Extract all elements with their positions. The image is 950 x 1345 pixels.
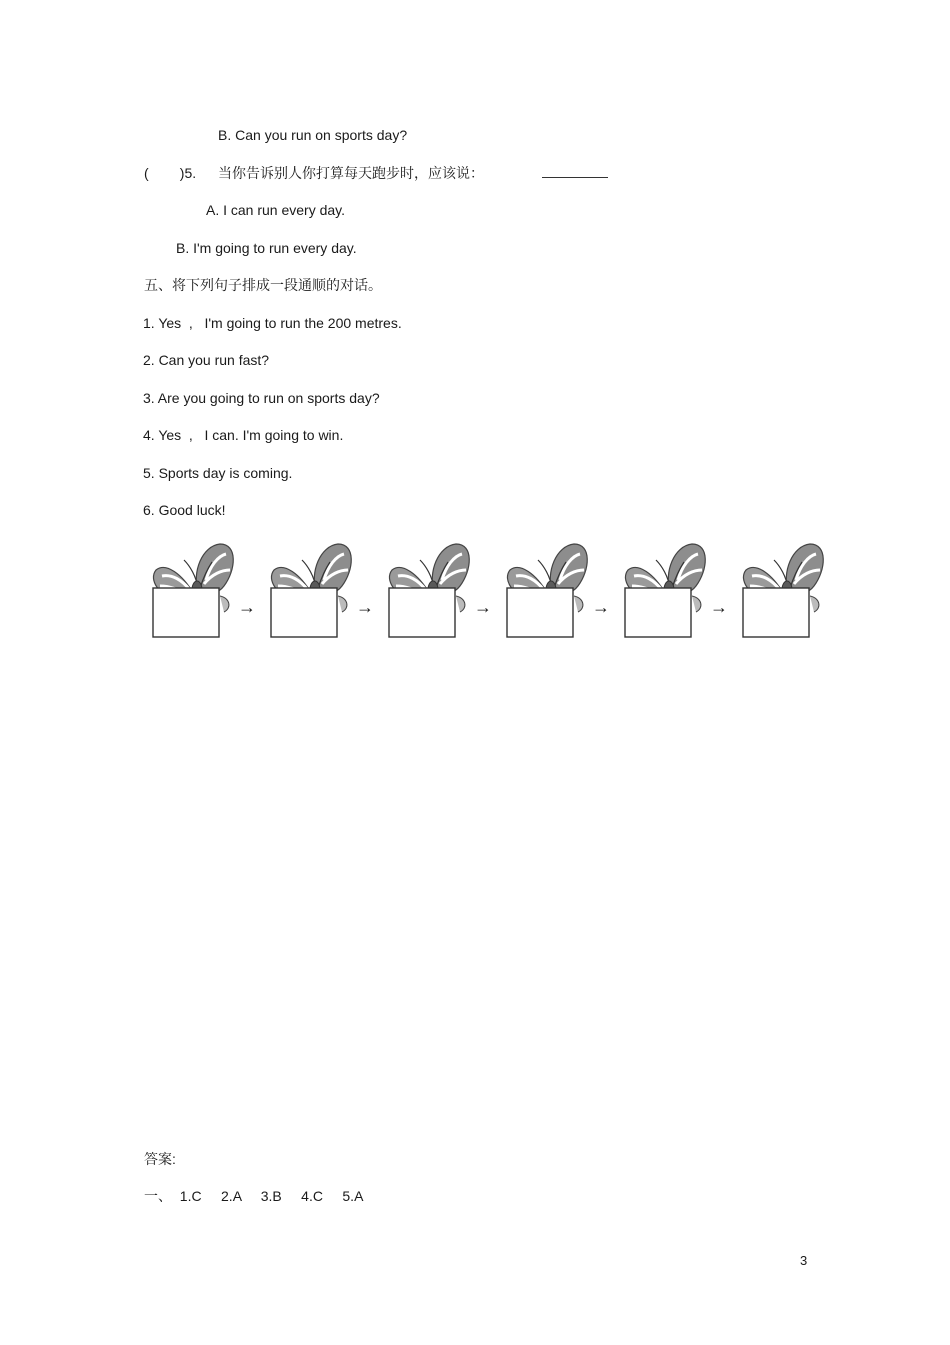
butterfly-card-5[interactable] [618,540,714,645]
sentence-1: 1. Yes , I'm going to run the 200 metres. [143,315,402,331]
q5-option-b: B. I'm going to run every day. [176,240,357,256]
butterfly-icon [618,540,714,645]
q5-paren: ( )5. [144,165,197,181]
sentence-2: 2. Can you run fast? [143,352,270,368]
q5-option-a: A. I can run every day. [206,202,346,218]
arrow-icon: → [356,597,374,617]
butterfly-icon [500,540,596,645]
butterfly-card-4[interactable] [500,540,596,645]
butterfly-card-2[interactable] [264,540,360,645]
arrow-icon: → [710,597,728,617]
butterfly-icon [264,540,360,645]
sentence-5: 5. Sports day is coming. [143,465,293,481]
q5-answer-blank[interactable] [542,164,608,182]
butterfly-card-6[interactable] [736,540,832,645]
section5-heading: 五、将下列句子排成一段通顺的对话。 [144,277,382,293]
q4-option-b: B. Can you run on sports day? [218,127,408,143]
q5-prompt: 当你告诉别人你打算每天跑步时，应该说： [218,165,484,181]
butterfly-card-1[interactable] [146,540,242,645]
answers-line-1: 一、 1.C 2.A 3.B 4.C 5.A [144,1188,364,1204]
ordering-cards [146,540,846,645]
butterfly-icon [736,540,832,645]
arrow-icon: → [238,597,256,617]
sentence-3: 3. Are you going to run on sports day? [143,390,380,406]
sentence-6: 6. Good luck! [143,502,226,518]
butterfly-icon [382,540,478,645]
arrow-icon: → [474,597,492,617]
butterfly-icon [146,540,242,645]
answers-label: 答案: [144,1151,176,1167]
butterfly-card-3[interactable] [382,540,478,645]
page-number: 3 [800,1253,808,1268]
arrow-icon: → [592,597,610,617]
sentence-4: 4. Yes , I can. I'm going to win. [143,427,344,443]
